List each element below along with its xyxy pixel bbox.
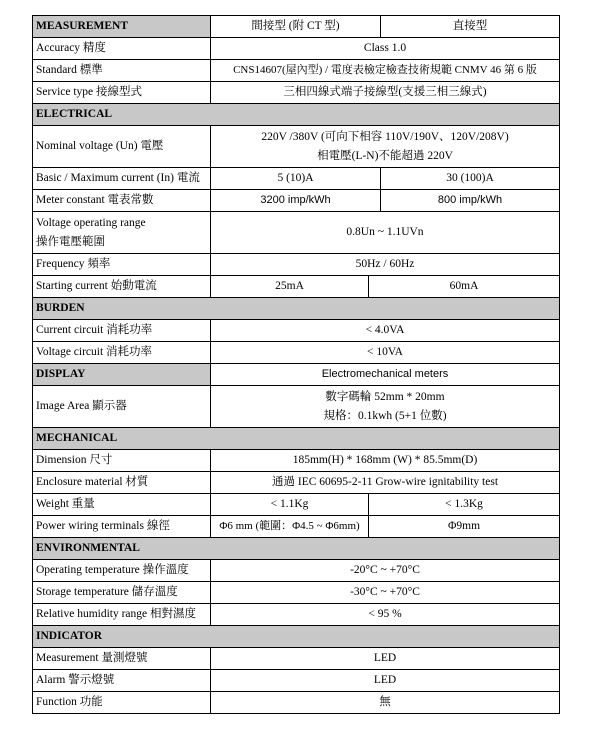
voltage-circuit-label: Voltage circuit 消耗功率 <box>33 342 211 364</box>
header-direct-type: 直接型 <box>381 16 560 38</box>
row-nominal-voltage <box>33 126 560 168</box>
row-frequency <box>33 254 560 276</box>
section-mechanical <box>33 428 560 450</box>
nominal-voltage-line1: 220V /380V (可向下相容 110V/190V、120V/208V) <box>261 130 509 143</box>
section-title-indicator: INDICATOR <box>33 626 560 648</box>
operating-temp-value: -20°C ~ +70°C <box>211 560 560 582</box>
accuracy-value: Class 1.0 <box>211 38 560 60</box>
service-type-label: Service type 接線型式 <box>33 82 211 104</box>
spec-table <box>32 15 560 714</box>
dimension-value: 185mm(H) * 168mm (W) * 85.5mm(D) <box>211 450 560 472</box>
row-voltage-circuit <box>33 342 560 364</box>
voltage-range-label <box>33 212 211 254</box>
row-storage-temp <box>33 582 560 604</box>
row-voltage-range <box>33 212 560 254</box>
row-operating-temp <box>33 560 560 582</box>
current-circuit-value: < 4.0VA <box>211 320 560 342</box>
starting-current-label: Starting current 始動電流 <box>33 276 211 298</box>
section-environmental <box>33 538 560 560</box>
wiring-direct: Φ9mm <box>369 516 560 538</box>
meter-constant-indirect: 3200 imp/kWh <box>211 190 381 212</box>
voltage-circuit-value: < 10VA <box>211 342 560 364</box>
nominal-voltage-label: Nominal voltage (Un) 電壓 <box>33 126 211 168</box>
starting-current-direct: 60mA <box>369 276 560 298</box>
voltage-range-label-line2: 操作電壓範圍 <box>36 235 105 248</box>
weight-label: Weight 重量 <box>33 494 211 516</box>
enclosure-label: Enclosure material 材質 <box>33 472 211 494</box>
accuracy-label: Accuracy 精度 <box>33 38 211 60</box>
section-electrical <box>33 104 560 126</box>
section-indicator <box>33 626 560 648</box>
basic-current-direct: 30 (100)A <box>381 168 560 190</box>
row-alarm-indicator <box>33 670 560 692</box>
row-weight <box>33 494 560 516</box>
row-dimension <box>33 450 560 472</box>
image-area-value <box>211 386 560 428</box>
image-area-line1: 數字碼輪 52mm * 20mm <box>325 390 445 403</box>
row-current-circuit <box>33 320 560 342</box>
humidity-value: < 95 % <box>211 604 560 626</box>
basic-current-indirect: 5 (10)A <box>211 168 381 190</box>
standard-label: Standard 標準 <box>33 60 211 82</box>
image-area-line2: 規格：0.1kwh (5+1 位數) <box>323 409 447 422</box>
weight-indirect: < 1.1Kg <box>211 494 369 516</box>
section-title-burden: BURDEN <box>33 298 560 320</box>
meter-constant-direct: 800 imp/kWh <box>381 190 560 212</box>
row-meter-constant <box>33 190 560 212</box>
enclosure-value: 通過 IEC 60695-2-11 Grow-wire ignitability test <box>211 472 560 494</box>
row-function <box>33 692 560 714</box>
image-area-label: Image Area 顯示器 <box>33 386 211 428</box>
row-basic-current <box>33 168 560 190</box>
row-standard <box>33 60 560 82</box>
row-enclosure <box>33 472 560 494</box>
frequency-label: Frequency 頻率 <box>33 254 211 276</box>
section-display <box>33 364 560 386</box>
row-service-type <box>33 82 560 104</box>
header-indirect-type: 間接型 (附 CT 型) <box>211 16 381 38</box>
section-title-electrical: ELECTRICAL <box>33 104 560 126</box>
spec-sheet <box>32 15 559 714</box>
row-measurement-indicator <box>33 648 560 670</box>
standard-value: CNS14607(屋內型) / 電度表檢定檢查技術規範 CNMV 46 第 6 版 <box>211 60 560 82</box>
service-type-value: 三相四線式端子接線型(支援三相三線式) <box>211 82 560 104</box>
section-burden <box>33 298 560 320</box>
header-measurement: MEASUREMENT <box>33 16 211 38</box>
function-value: 無 <box>211 692 560 714</box>
operating-temp-label: Operating temperature 操作溫度 <box>33 560 211 582</box>
row-humidity <box>33 604 560 626</box>
row-image-area <box>33 386 560 428</box>
wiring-label: Power wiring terminals 線徑 <box>33 516 211 538</box>
alarm-indicator-value: LED <box>211 670 560 692</box>
table-header-row <box>33 16 560 38</box>
display-type-value: Electromechanical meters <box>211 364 560 386</box>
row-starting-current <box>33 276 560 298</box>
weight-direct: < 1.3Kg <box>369 494 560 516</box>
row-accuracy <box>33 38 560 60</box>
storage-temp-value: -30°C ~ +70°C <box>211 582 560 604</box>
section-title-display: DISPLAY <box>33 364 211 386</box>
section-title-environmental: ENVIRONMENTAL <box>33 538 560 560</box>
humidity-label: Relative humidity range 相對濕度 <box>33 604 211 626</box>
frequency-value: 50Hz / 60Hz <box>211 254 560 276</box>
function-label: Function 功能 <box>33 692 211 714</box>
wiring-indirect: Φ6 mm (範圍：Φ4.5 ~ Φ6mm) <box>211 516 369 538</box>
storage-temp-label: Storage temperature 儲存溫度 <box>33 582 211 604</box>
measurement-indicator-label: Measurement 量測燈號 <box>33 648 211 670</box>
measurement-indicator-value: LED <box>211 648 560 670</box>
voltage-range-value: 0.8Un ~ 1.1UVn <box>211 212 560 254</box>
current-circuit-label: Current circuit 消耗功率 <box>33 320 211 342</box>
voltage-range-label-line1: Voltage operating range <box>36 216 146 229</box>
alarm-indicator-label: Alarm 警示燈號 <box>33 670 211 692</box>
nominal-voltage-value <box>211 126 560 168</box>
basic-current-label: Basic / Maximum current (In) 電流 <box>33 168 211 190</box>
dimension-label: Dimension 尺寸 <box>33 450 211 472</box>
row-wiring <box>33 516 560 538</box>
meter-constant-label: Meter constant 電表常數 <box>33 190 211 212</box>
starting-current-indirect: 25mA <box>211 276 369 298</box>
nominal-voltage-line2: 相電壓(L-N)不能超過 220V <box>317 149 453 162</box>
section-title-mechanical: MECHANICAL <box>33 428 560 450</box>
